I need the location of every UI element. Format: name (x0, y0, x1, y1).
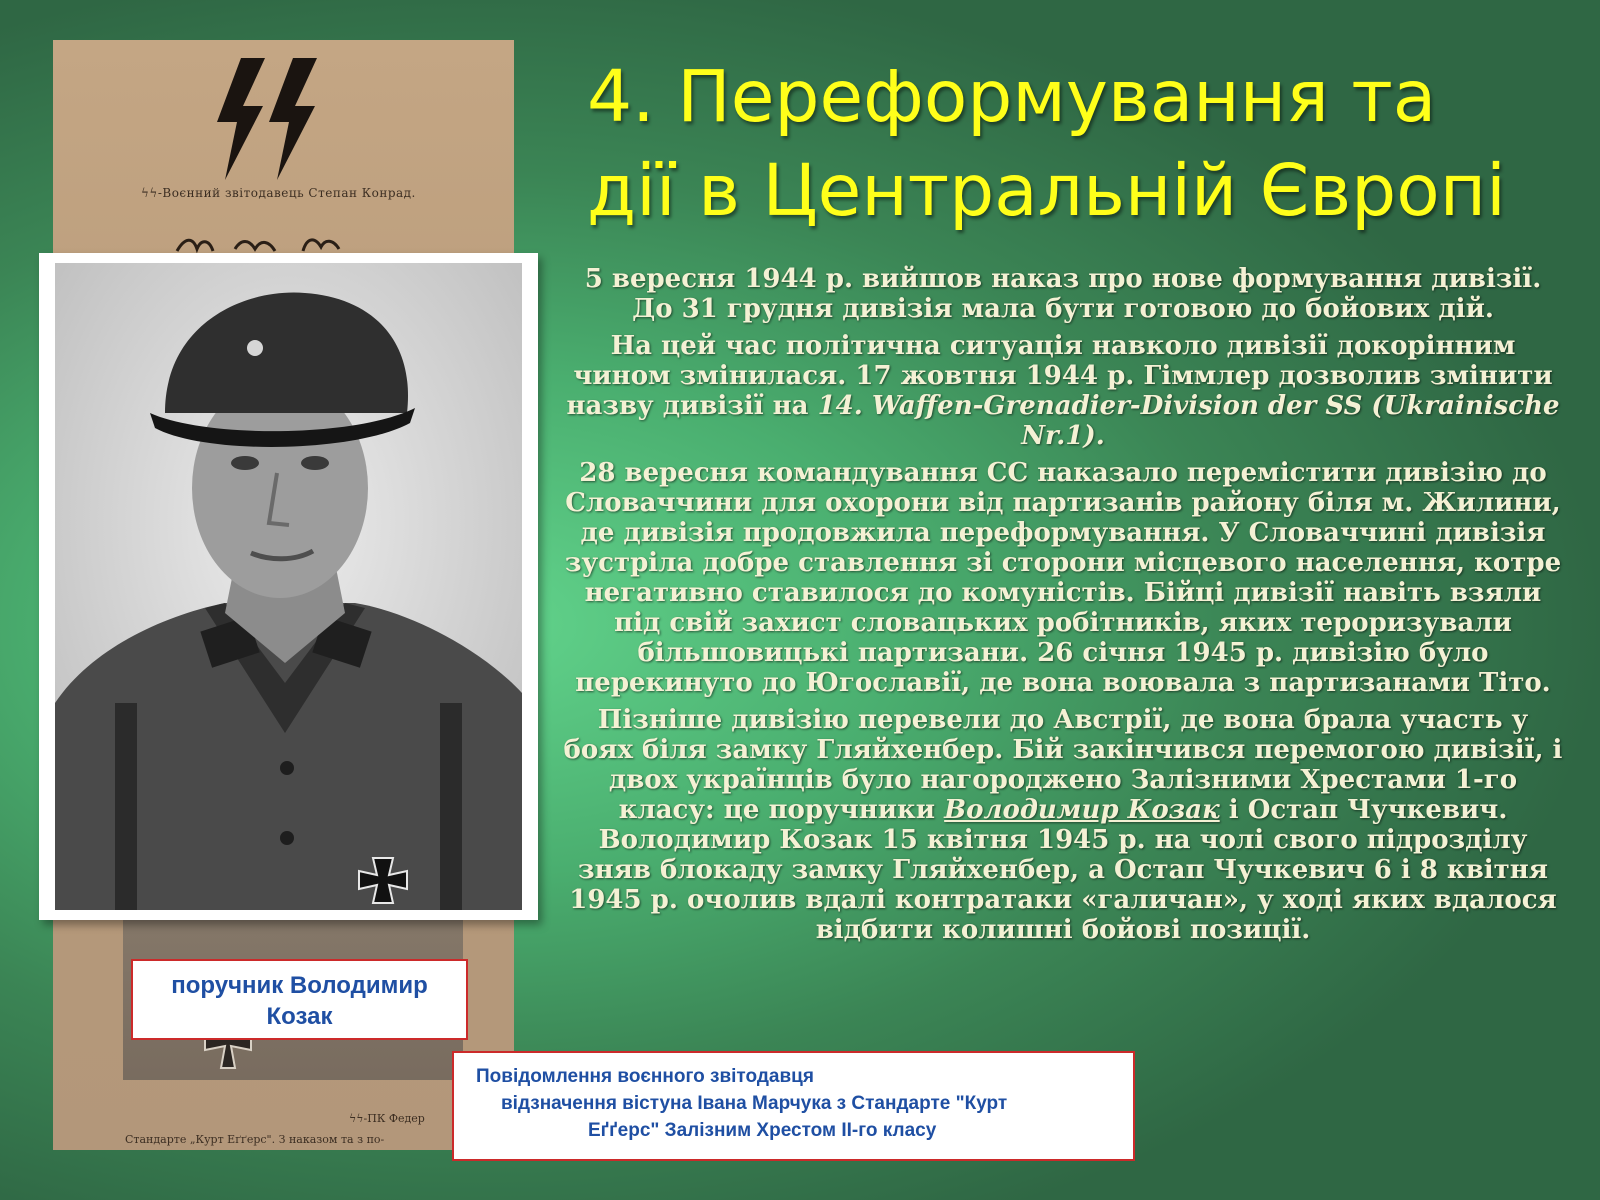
clipping-top-caption: ϟϟ-Воєнний звітодавець Степан Конрад. (141, 186, 416, 200)
report-caption-line3: Еґґерс" Залізним Хрестом ІІ-го класу (588, 1120, 937, 1141)
clipping-bottom-caption: Стандарте „Курт Еґґерс". З наказом та з по- (125, 1133, 385, 1146)
kozak-link[interactable]: Володимир Козак (944, 795, 1220, 825)
report-caption (452, 1051, 1135, 1161)
slide-title-line1: 4. Переформування та (587, 55, 1437, 138)
portrait-caption-line2: Козак (266, 1003, 333, 1030)
paragraph-2-text: На цей час політична ситуація навколо дивізії докорінним чином змінилася. 17 жовтня 1944 р. Гіммлер дозволив змінити назву дивізії на (566, 331, 1553, 421)
portrait-caption (131, 959, 468, 1040)
ss-runes-icon (203, 54, 333, 184)
paragraph-4 (563, 705, 1563, 945)
paragraph-4-text-b: і Остап Чучкевич. Володимир Козак 15 квітня 1945 р. на чолі свого підрозділу зняв блокаду замку Гляйхенбер, а Остап Чучкевич 6 і 8 квітня 1945 р. очолив вдалі контратаки «галичан», у ході яких вдалося відбити колишні бойові позиції. (569, 795, 1557, 945)
slide-title (587, 50, 1587, 238)
portrait-image (55, 263, 522, 910)
handwriting-mark (175, 235, 345, 255)
paragraph-1: 5 вересня 1944 р. вийшов наказ про нове формування дивізії. До 31 грудня дивізія мала бути готовою до бойових дій. (584, 264, 1542, 324)
portrait-caption-line1: поручник Володимир (171, 972, 428, 999)
portrait-photo (39, 253, 538, 920)
paragraph-2 (563, 331, 1563, 451)
report-caption-line2: відзначення вістуна Івана Марчука з Стандарте "Курт (501, 1093, 1008, 1114)
paragraph-3: 28 вересня командування СС наказало перемістити дивізію до Словаччини для охорони від партизанів району біля м. Жилини, де дивізія продовжила переформування. У Словаччині дивізія зустріла добре ставлення зі сторони місцевого населення, котре негативно ставилося до комуністів. Бійці дивізії навіть взяли під свій захист словацьких робітників, яких тероризували більшовицькі партизани. 26 січня 1945 р. дивізію було перекинуто до Югославії, де вона воювала з партизанами Тіто. (564, 458, 1562, 698)
report-caption-line1: Повідомлення воєнного звітодавця (476, 1066, 814, 1087)
body-text (563, 264, 1563, 952)
slide-title-line2: дії в Центральній Європі (587, 149, 1506, 232)
paragraph-4-text-a: Пізніше дивізію перевели до Австрії, де вона брала участь у боях біля замку Гляйхенбер. Бій закінчився перемогою дивізії, і двох українців було нагороджено Залізними Хрестами 1-го класу: це поручники (563, 705, 1563, 825)
division-name: 14. Waffen-Grenadier-Division der SS (Ukrainische Nr.1). (817, 391, 1560, 451)
clipping-credit: ϟϟ-ПК Федер (349, 1112, 425, 1125)
